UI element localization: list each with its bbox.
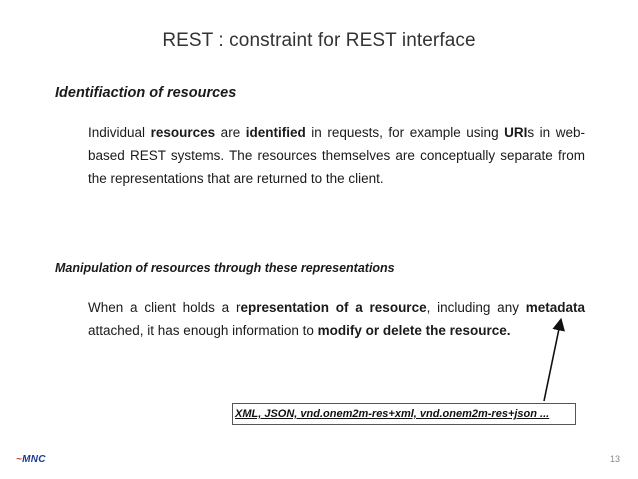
emphasis-text: identified bbox=[245, 125, 306, 140]
body-text: attached, it has enough information to bbox=[88, 323, 318, 338]
body-text: Individual bbox=[88, 125, 151, 140]
company-logo bbox=[16, 454, 46, 465]
section-heading-identification: Identifiaction of resources bbox=[55, 85, 237, 101]
slide-title: REST : constraint for REST interface bbox=[162, 30, 476, 51]
media-types-box: XML, JSON, vnd.onem2m-res+xml, vnd.onem2m-res+json ... bbox=[232, 403, 576, 425]
emphasis-text: URI bbox=[504, 125, 528, 140]
body-text: , including any bbox=[426, 300, 526, 315]
logo-text: MNC bbox=[22, 454, 46, 465]
logo-swoosh-icon: ~ bbox=[16, 454, 23, 465]
emphasis-text: resources bbox=[150, 125, 216, 140]
body-text: When a client holds a r bbox=[88, 300, 241, 315]
arrow-line bbox=[544, 324, 560, 401]
page-number: 13 bbox=[609, 454, 620, 464]
emphasis-text: modify or delete the resource. bbox=[317, 323, 511, 338]
section-heading-manipulation: Manipulation of resources through these representations bbox=[55, 261, 395, 275]
body-text: s in web-based REST systems. The resources themselves are conceptually separate from the representations that are returned to the client. bbox=[88, 125, 585, 186]
emphasis-text: epresentation of a resource bbox=[240, 300, 427, 315]
body-text: in requests, for example using bbox=[305, 125, 505, 140]
body-text: are bbox=[215, 125, 246, 140]
emphasis-text: metadata bbox=[525, 300, 586, 315]
